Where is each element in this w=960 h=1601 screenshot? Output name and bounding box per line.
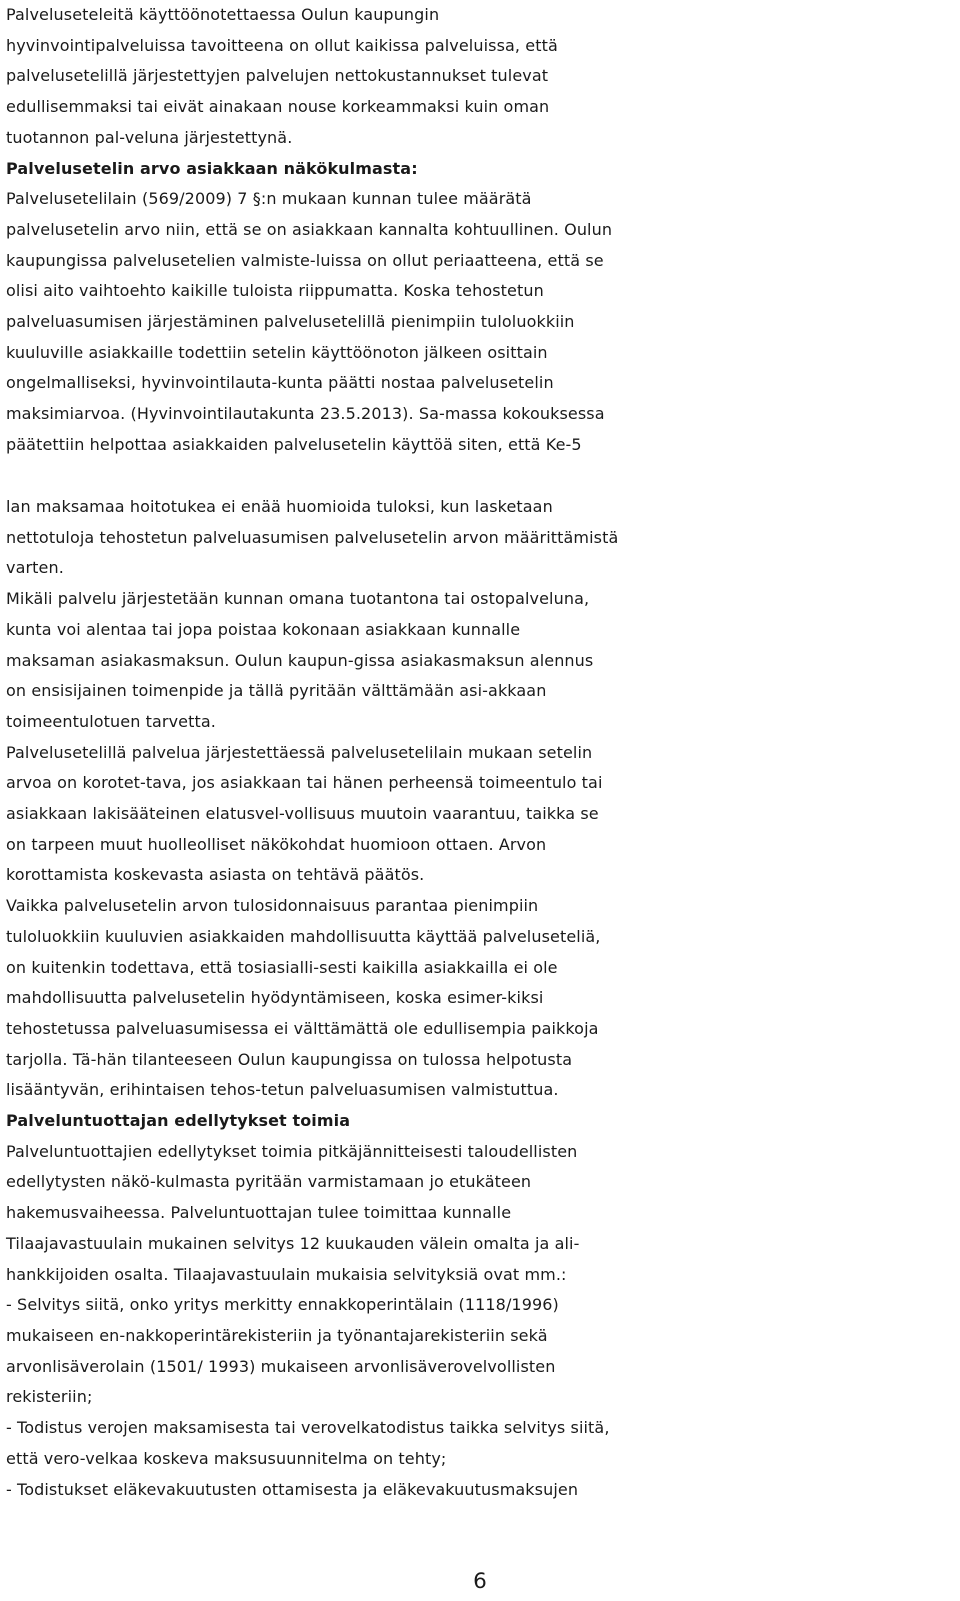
- text-line: Palvelusetelilain (569/2009) 7 §:n mukaan kunnan tulee määrätä: [6, 189, 532, 209]
- text-line: lan maksamaa hoitotukea ei enää huomioida tuloksi, kun lasketaan: [6, 497, 553, 516]
- text-line: maksimiarvoa. (Hyvinvointilautakunta 23.5.2013). Sa-massa kokouksessa: [6, 404, 605, 424]
- section-heading-service-provider-conditions: Palveluntuottajan edellytykset toimia: [6, 1111, 351, 1131]
- text-line: arvonlisäverolain (1501/ 1993) mukaiseen arvonlisäverovelvollisten: [6, 1356, 556, 1376]
- text-line: on tarpeen muut huolleolliset näkökohdat huomioon ottaen. Arvon: [6, 834, 547, 854]
- text-line: on ensisijainen toimenpide ja tällä pyritään välttämään asi-akkaan: [6, 681, 547, 701]
- text-line: tarjolla. Tä-hän tilanteeseen Oulun kaupungissa on tulossa helpotusta: [6, 1049, 573, 1069]
- text-line: Vaikka palvelusetelin arvon tulosidonnaisuus parantaa pienimpiin: [6, 896, 539, 916]
- text-line: kaupungissa palvelusetelien valmiste-luissa on ollut periaatteena, että se: [6, 250, 604, 270]
- text-line: hankkijoiden osalta. Tilaajavastuulain mukaisia selvityksiä ovat mm.:: [6, 1264, 567, 1284]
- text-line: korottamista koskevasta asiasta on tehtävä päätös.: [6, 865, 425, 885]
- list-item: - Todistukset eläkevakuutusten ottamisesta ja eläkevakuutusmaksujen: [6, 1479, 579, 1499]
- text-line: tuotannon pal-veluna järjestettynä.: [6, 127, 293, 147]
- text-line: että vero-velkaa koskeva maksusuunnitelma on tehty;: [6, 1448, 447, 1468]
- text-line: Palveluntuottajien edellytykset toimia pitkäjännitteisesti taloudellisten: [6, 1141, 578, 1161]
- text-line: Palveluseteleitä käyttöönotettaessa Oulun kaupungin: [6, 5, 440, 24]
- section-heading-service-voucher-value: Palvelusetelin arvo asiakkaan näkökulmasta:: [6, 158, 418, 178]
- text-line: palvelusetelin arvo niin, että se on asiakkaan kannalta kohtuullinen. Oulun: [6, 219, 613, 239]
- paragraph-intro: [6, 0, 958, 461]
- text-line: Palvelusetelillä palvelua järjestettäessä palvelusetelilain mukaan setelin: [6, 742, 593, 762]
- text-line: tehostetussa palveluasumisessa ei välttämättä ole edullisempia paikkoja: [6, 1018, 599, 1038]
- text-line: edullisemmaksi tai eivät ainakaan nouse korkeammaksi kuin oman: [6, 97, 550, 117]
- page-number: 6: [473, 1569, 487, 1594]
- text-line: toimeentulotuen tarvetta.: [6, 711, 216, 731]
- text-line: hyvinvointipalveluissa tavoitteena on ollut kaikissa palveluissa, että: [6, 35, 558, 55]
- paragraph-body: [6, 492, 958, 1505]
- text-line: varten.: [6, 558, 64, 578]
- text-line: on kuitenkin todettava, että tosiasialli-sesti kaikilla asiakkailla ei ole: [6, 957, 558, 977]
- text-line: lisääntyvän, erihintaisen tehos-tetun palveluasumisen valmistuttua.: [6, 1080, 559, 1100]
- text-line: palvelusetelillä järjestettyjen palvelujen nettokustannukset tulevat: [6, 66, 549, 86]
- text-line: nettotuloja tehostetun palveluasumisen palvelusetelin arvon määrittämistä: [6, 527, 619, 547]
- text-line: ongelmalliseksi, hyvinvointilauta-kunta päätti nostaa palvelusetelin: [6, 373, 554, 393]
- text-line: rekisteriin;: [6, 1387, 93, 1407]
- list-item: - Selvitys siitä, onko yritys merkitty ennakkoperintälain (1118/1996): [6, 1295, 559, 1315]
- text-line: asiakkaan lakisääteinen elatusvel-vollisuus muutoin vaarantuu, taikka se: [6, 804, 599, 824]
- text-line: maksaman asiakasmaksun. Oulun kaupun-gissa asiakasmaksun alennus: [6, 650, 594, 670]
- text-line: mahdollisuutta palvelusetelin hyödyntämiseen, koska esimer-kiksi: [6, 988, 544, 1008]
- list-item: - Todistus verojen maksamisesta tai verovelkatodistus taikka selvitys siitä,: [6, 1418, 610, 1438]
- text-line: Tilaajavastuulain mukainen selvitys 12 kuukauden välein omalta ja ali-: [6, 1233, 580, 1253]
- text-line: olisi aito vaihtoehto kaikille tuloista riippumatta. Koska tehostetun: [6, 281, 544, 301]
- text-line: kunta voi alentaa tai jopa poistaa kokonaan asiakkaan kunnalle: [6, 619, 521, 639]
- text-line: palveluasumisen järjestäminen palvelusetelillä pienimpiin tuloluokkiin: [6, 312, 575, 332]
- text-line: Mikäli palvelu järjestetään kunnan omana tuotantona tai ostopalveluna,: [6, 589, 590, 609]
- text-line: hakemusvaiheessa. Palveluntuottajan tulee toimittaa kunnalle: [6, 1203, 512, 1223]
- text-line: arvoa on korotet-tava, jos asiakkaan tai hänen perheensä toimeentulo tai: [6, 773, 603, 793]
- text-line: edellytysten näkö-kulmasta pyritään varmistamaan jo etukäteen: [6, 1172, 532, 1192]
- text-line: tuloluokkiin kuuluvien asiakkaiden mahdollisuutta käyttää palveluseteliä,: [6, 926, 601, 946]
- text-line: mukaiseen en-nakkoperintärekisteriin ja työnantajarekisteriin sekä: [6, 1325, 548, 1345]
- text-line: kuuluville asiakkaille todettiin setelin käyttöönoton jälkeen osittain: [6, 342, 548, 362]
- text-line: päätettiin helpottaa asiakkaiden palvelusetelin käyttöä siten, että Ke-5: [6, 434, 582, 454]
